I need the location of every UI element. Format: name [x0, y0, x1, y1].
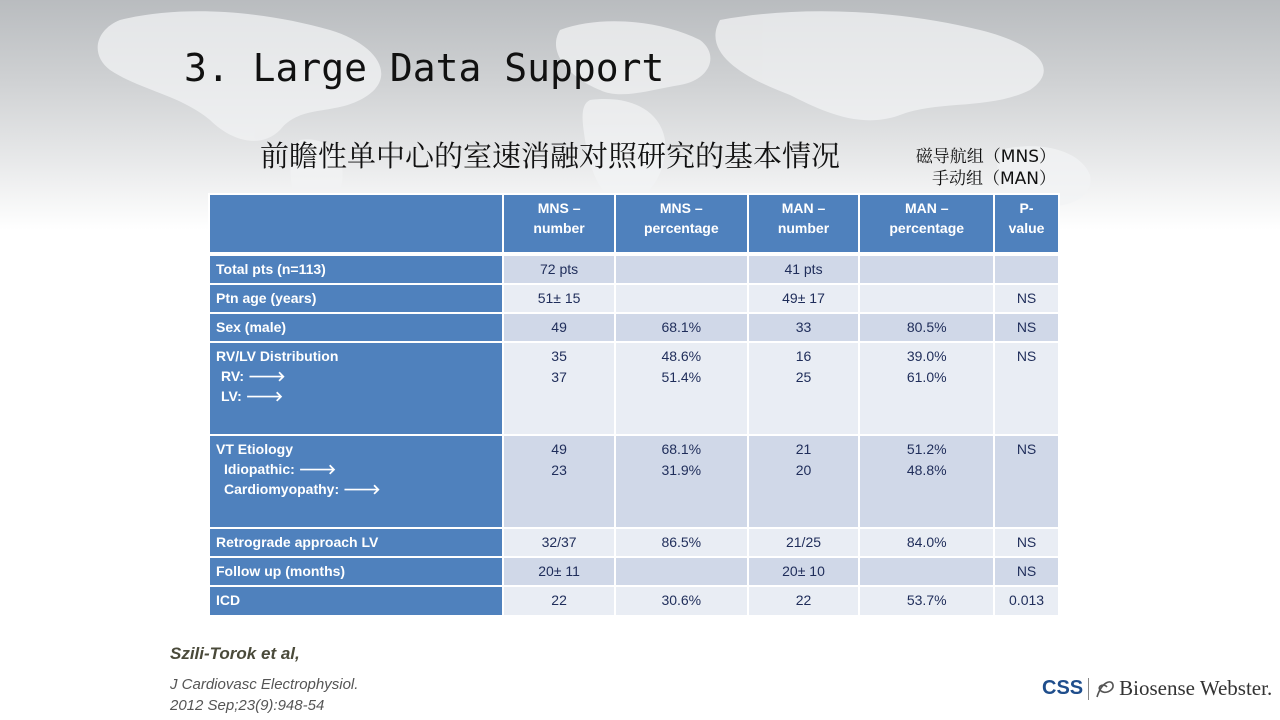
table-cell: 30.6% — [615, 586, 748, 616]
table-cell: 49 — [503, 313, 615, 342]
table-cell: NS — [994, 313, 1059, 342]
table-cell: 80.5% — [859, 313, 994, 342]
table-cell: 22 — [503, 586, 615, 616]
table-cell: 32/37 — [503, 528, 615, 557]
row-label — [209, 528, 503, 557]
row-label-text: Sex (male) — [216, 319, 287, 335]
table-cell — [994, 254, 1059, 284]
row-label — [209, 284, 503, 313]
table-row — [209, 528, 1059, 557]
group-legend — [916, 146, 1056, 190]
table-row — [209, 342, 1059, 435]
table-cell: NS — [994, 528, 1059, 557]
header-cell-blank — [209, 194, 503, 254]
table-cell: 33 — [748, 313, 860, 342]
table-cell: 86.5% — [615, 528, 748, 557]
row-sublabel-text: Idiopathic: 🡒 — [224, 461, 337, 477]
table-cell: 53.7% — [859, 586, 994, 616]
citation-reference: 2012 Sep;23(9):948-54 — [170, 697, 325, 714]
row-label-text: RV/LV Distribution — [216, 348, 339, 364]
table-cell — [615, 254, 748, 284]
row-label-text: VT Etiology — [216, 441, 293, 457]
row-sublabel-text: Cardiomyopathy: 🡒 — [224, 481, 381, 497]
row-label — [209, 254, 503, 284]
table-cell: 35 37 — [503, 342, 615, 435]
row-label — [209, 557, 503, 586]
row-label-text: Total pts (n=113) — [216, 261, 326, 277]
logo-swirl-icon — [1094, 677, 1116, 701]
header-cell: MNS – number — [503, 194, 615, 254]
table-cell: 41 pts — [748, 254, 860, 284]
table-cell — [615, 284, 748, 313]
citation-journal — [170, 674, 358, 716]
header-cell: MAN – percentage — [859, 194, 994, 254]
table-row — [209, 254, 1059, 284]
row-label-text: ICD — [216, 592, 241, 608]
table-cell: NS — [994, 435, 1059, 528]
table-cell: 84.0% — [859, 528, 994, 557]
company-logo — [1042, 676, 1272, 704]
table-cell: 68.1% 31.9% — [615, 435, 748, 528]
row-label — [209, 435, 503, 528]
table-cell — [859, 557, 994, 586]
table-cell: 68.1% — [615, 313, 748, 342]
table-cell: 21 20 — [748, 435, 860, 528]
table-cell — [859, 284, 994, 313]
legend-man: 手动组（MAN） — [931, 169, 1056, 189]
table-cell: NS — [994, 284, 1059, 313]
row-label-text: Follow up (months) — [216, 563, 346, 579]
table-cell: 49 23 — [503, 435, 615, 528]
table-row — [209, 284, 1059, 313]
comparison-table — [208, 193, 1060, 617]
logo-biosense-text: Biosense Webster. — [1119, 676, 1273, 700]
table-cell: 16 25 — [748, 342, 860, 435]
row-label-text: Retrograde approach LV — [216, 534, 379, 550]
table-header-row — [209, 194, 1059, 254]
table-cell: 22 — [748, 586, 860, 616]
row-label — [209, 586, 503, 616]
row-label-text: Ptn age (years) — [216, 290, 317, 306]
header-cell: P- value — [994, 194, 1059, 254]
row-label — [209, 342, 503, 435]
table-cell — [859, 254, 994, 284]
table-cell — [615, 557, 748, 586]
table-cell: 20± 11 — [503, 557, 615, 586]
table-row — [209, 435, 1059, 528]
table-cell: 72 pts — [503, 254, 615, 284]
table-cell: 21/25 — [748, 528, 860, 557]
header-cell: MAN – number — [748, 194, 860, 254]
header-cell: MNS – percentage — [615, 194, 748, 254]
logo-css-text: CSS — [1042, 677, 1084, 699]
legend-mns: 磁导航组（MNS） — [915, 147, 1056, 167]
citation-author: Szili-Torok et al, — [170, 644, 300, 663]
logo-separator — [1088, 678, 1089, 700]
table-cell: 49± 17 — [748, 284, 860, 313]
row-sublabel-text: LV: 🡒 — [221, 388, 284, 404]
row-label — [209, 313, 503, 342]
row-sublabel-text: RV: 🡒 — [221, 368, 286, 384]
table-row — [209, 557, 1059, 586]
slide-subtitle: 前瞻性单中心的室速消融对照研究的基本情况 — [260, 139, 841, 173]
table-cell: 39.0% 61.0% — [859, 342, 994, 435]
citation-journal-name: J Cardiovasc Electrophysiol. — [170, 676, 359, 693]
table-cell: 51.2% 48.8% — [859, 435, 994, 528]
table-cell: 51± 15 — [503, 284, 615, 313]
table-cell: 48.6% 51.4% — [615, 342, 748, 435]
table-cell: 20± 10 — [748, 557, 860, 586]
table-cell: 0.013 — [994, 586, 1059, 616]
slide-title: 3. Large Data Support — [184, 46, 665, 90]
table-row — [209, 313, 1059, 342]
table-cell: NS — [994, 557, 1059, 586]
table-row — [209, 586, 1059, 616]
table-cell: NS — [994, 342, 1059, 435]
